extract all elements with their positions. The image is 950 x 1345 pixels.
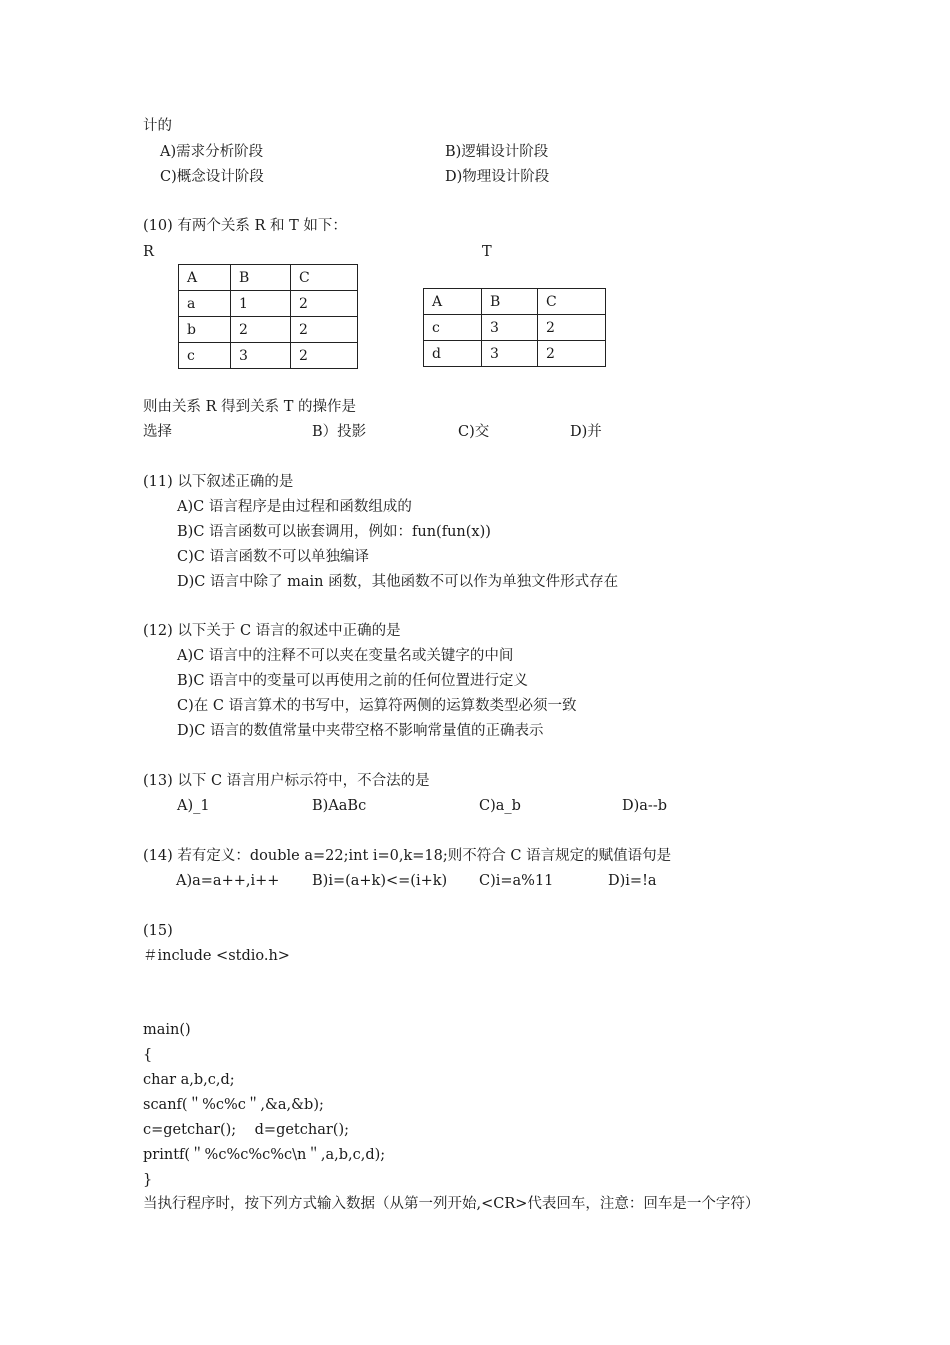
table-cell: 3: [482, 315, 538, 341]
q14-option-d: D)i=!a: [608, 873, 657, 889]
table-cell: b: [179, 317, 231, 343]
table-header-row: [179, 265, 358, 291]
q9-option-d: D)物理设计阶段: [445, 169, 550, 185]
q11-option-c: C)C 语言函数不可以单独编译: [177, 549, 369, 565]
table-header-cell: B: [482, 289, 538, 315]
q11-option-a: A)C 语言程序是由过程和函数组成的: [177, 499, 412, 515]
q13-option-d: D)a--b: [622, 798, 668, 814]
table-cell: 2: [538, 341, 606, 367]
table-cell: 2: [291, 317, 358, 343]
code-line: scanf(＂%c%c＂,&a,&b);: [143, 1097, 324, 1113]
q11-option-d: D)C 语言中除了 main 函数，其他函数不可以作为单独文件形式存在: [177, 574, 619, 590]
code-line: {: [143, 1047, 153, 1063]
q12-option-b: B)C 语言中的变量可以再使用之前的任何位置进行定义: [177, 673, 529, 689]
relation-t-label: T: [482, 244, 492, 260]
table-header-cell: A: [179, 265, 231, 291]
q10-stem: (10) 有两个关系 R 和 T 如下：: [143, 218, 347, 234]
relation-r-label: R: [143, 244, 154, 260]
q12-option-a: A)C 语言中的注释不可以夹在变量名或关键字的中间: [177, 648, 514, 664]
q9-option-c: C)概念设计阶段: [160, 169, 264, 185]
table-header-cell: B: [231, 265, 291, 291]
q14-stem: (14) 若有定义：double a=22;int i=0,k=18;则不符合 C 语言规定的赋值语句是: [143, 848, 672, 864]
q10-option-c: C)交: [458, 424, 490, 440]
code-line: main(): [143, 1022, 191, 1038]
table-cell: 2: [231, 317, 291, 343]
code-line: printf(＂%c%c%c%c\n＂,a,b,c,d);: [143, 1147, 386, 1163]
table-row: [179, 317, 358, 343]
table-cell: c: [179, 343, 231, 369]
table-cell: d: [424, 341, 482, 367]
q15-include-line: ＃include <stdio.h>: [143, 948, 290, 964]
q13-option-a: A)_1: [177, 798, 210, 814]
q13-option-c: C)a_b: [479, 798, 521, 814]
relation-r-table: [178, 264, 358, 369]
table-cell: 2: [538, 315, 606, 341]
q11-option-b: B)C 语言函数可以嵌套调用，例如：fun(fun(x)): [177, 524, 491, 540]
table-cell: c: [424, 315, 482, 341]
table-cell: 2: [291, 291, 358, 317]
table-cell: 2: [291, 343, 358, 369]
q14-option-b: B)i=(a+k)<=(i+k): [312, 873, 448, 889]
q14-option-c: C)i=a%11: [479, 873, 554, 889]
table-row: [179, 291, 358, 317]
table-header-cell: C: [538, 289, 606, 315]
table-header-cell: A: [424, 289, 482, 315]
q12-option-c: C)在 C 语言算术的书写中，运算符两侧的运算数类型必须一致: [177, 698, 577, 714]
table-row: [424, 315, 606, 341]
q15-input-note: 当执行程序时，按下列方式输入数据（从第一列开始,<CR>代表回车，注意：回车是一个字符）: [143, 1196, 760, 1212]
code-line: }: [143, 1172, 153, 1188]
q12-option-d: D)C 语言的数值常量中夹带空格不影响常量值的正确表示: [177, 723, 544, 739]
relation-t-table: [423, 288, 606, 367]
code-line: c=getchar(); d=getchar();: [143, 1122, 349, 1138]
table-header-row: [424, 289, 606, 315]
q14-option-a: A)a=a++,i++: [176, 873, 280, 889]
table-header-cell: C: [291, 265, 358, 291]
code-line: char a,b,c,d;: [143, 1072, 235, 1088]
q9-stem-tail: 计的: [143, 118, 172, 134]
q9-option-b: B)逻辑设计阶段: [445, 144, 549, 160]
q10-option-a: 选择: [143, 424, 172, 440]
q13-option-b: B)AaBc: [312, 798, 367, 814]
q12-stem: (12) 以下关于 C 语言的叙述中正确的是: [143, 623, 401, 639]
table-cell: 1: [231, 291, 291, 317]
q11-stem: (11) 以下叙述正确的是: [143, 474, 294, 490]
q9-option-a: A)需求分析阶段: [160, 144, 264, 160]
table-cell: 3: [482, 341, 538, 367]
table-cell: a: [179, 291, 231, 317]
q15-number: (15): [143, 923, 173, 939]
table-row: [179, 343, 358, 369]
q10-option-b: B）投影: [312, 424, 367, 440]
table-cell: 3: [231, 343, 291, 369]
table-row: [424, 341, 606, 367]
q10-option-d: D)并: [570, 424, 602, 440]
q13-stem: (13) 以下 C 语言用户标示符中，不合法的是: [143, 773, 430, 789]
q10-question: 则由关系 R 得到关系 T 的操作是: [143, 399, 357, 415]
